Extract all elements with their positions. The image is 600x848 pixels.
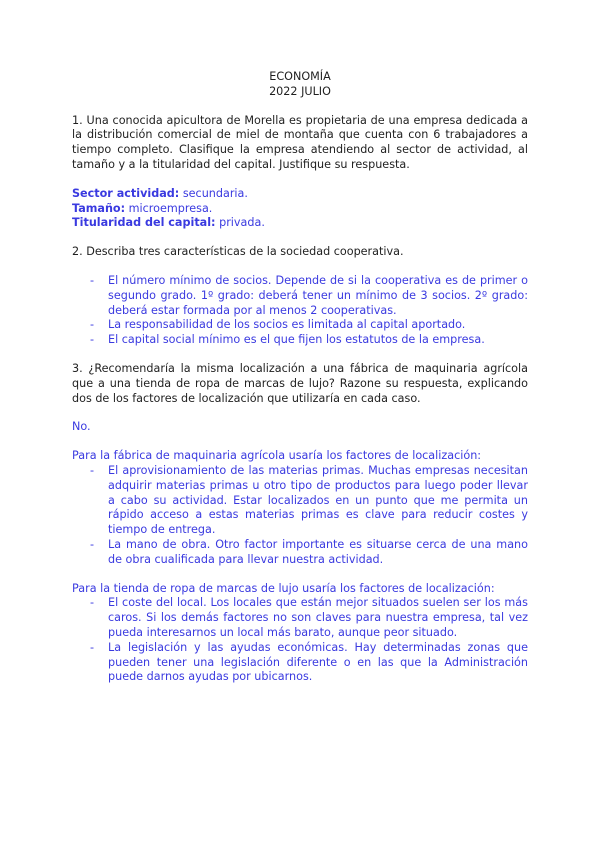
size-value: microempresa. (128, 201, 213, 215)
answer-1-sector (72, 187, 528, 202)
sector-label: Sector actividad: (72, 186, 180, 200)
list-item-text: El número mínimo de socios. Depende de si la cooperativa es de primer o segundo grado. 1º grado: deberá tener un mínimo de 3 socios. 2º grado: deberá estar formada por al menos 2 cooperativas. (108, 273, 528, 317)
document-page (72, 70, 528, 685)
list-item-text: El coste del local. Los locales que están mejor situados suelen ser los más caros. Si los demás factores no son claves para nuestra empresa, tal vez pueda interesarnos un local más barato, aunque peor situado. (108, 596, 528, 639)
list-item-text: La legislación y las ayudas económicas. Hay determinadas zonas que pueden tener una legislación diferente o en las que la Administración puede darnos ayudas por ubicarnos. (108, 640, 528, 684)
list-item (72, 538, 528, 568)
answer-1-ownership (72, 216, 528, 231)
dash-bullet: - (90, 596, 95, 610)
answer-1-size (72, 202, 528, 217)
list-item (72, 274, 528, 318)
sector-value: secundaria. (182, 186, 248, 200)
store-factors-list (72, 596, 528, 685)
list-item (72, 464, 528, 538)
dash-bullet: - (90, 640, 95, 654)
factory-intro: Para la fábrica de maquinaria agrícola usaría los factores de localización: (72, 449, 482, 463)
store-intro: Para la tienda de ropa de marcas de lujo usaría los factores de localización: (72, 581, 495, 595)
list-item (72, 318, 528, 333)
dash-bullet: - (90, 318, 95, 332)
list-item-text: La mano de obra. Otro factor importante es situarse cerca de una mano de obra cualificada para llevar nuestra actividad. (108, 537, 528, 566)
dash-bullet: - (90, 463, 95, 477)
list-item (72, 596, 528, 640)
list-item-text: La responsabilidad de los socios es limitada al capital aportado. (108, 318, 466, 332)
document-date: 2022 JULIO (269, 84, 331, 98)
list-item-text: El aprovisionamiento de las materias primas. Muchas empresas necesitan adquirir materias primas u otro tipo de productos para luego poder llevar a cabo su actividad. Estar localizados en un punto que me permita un rápido acceso a estas materias primas es clave para reducir costes y tiempo de entrega. (108, 463, 528, 537)
answer-3-short: No. (72, 420, 91, 434)
list-item (72, 333, 528, 348)
factory-factors-list (72, 464, 528, 568)
question-2: 2. Describa tres características de la sociedad cooperativa. (72, 245, 404, 259)
question-1: 1. Una conocida apicultora de Morella es propietaria de una empresa dedicada a la distribución comercial de miel de montaña que cuenta con 6 trabajadores a tiempo completo. Clasifique la empresa atendiendo al sector de actividad, al tamaño y a la titularidad del capital. Justifique su respuesta. (72, 113, 528, 171)
list-item (72, 641, 528, 685)
list-item-text: El capital social mínimo es el que fijen los estatutos de la empresa. (108, 333, 485, 347)
size-label: Tamaño: (72, 201, 126, 215)
question-3: 3. ¿Recomendaría la misma localización a una fábrica de maquinaria agrícola que a una tienda de ropa de marcas de lujo? Razone su respuesta, explicando dos de los factores de localización que utilizaría en cada caso. (72, 361, 528, 405)
dash-bullet: - (90, 537, 95, 551)
document-subject: ECONOMÍA (269, 70, 331, 83)
ownership-value: privada. (219, 216, 265, 230)
dash-bullet: - (90, 273, 95, 287)
answer-1 (72, 187, 528, 231)
ownership-label: Titularidad del capital: (72, 216, 216, 230)
answer-2-list (72, 274, 528, 348)
dash-bullet: - (90, 333, 95, 347)
